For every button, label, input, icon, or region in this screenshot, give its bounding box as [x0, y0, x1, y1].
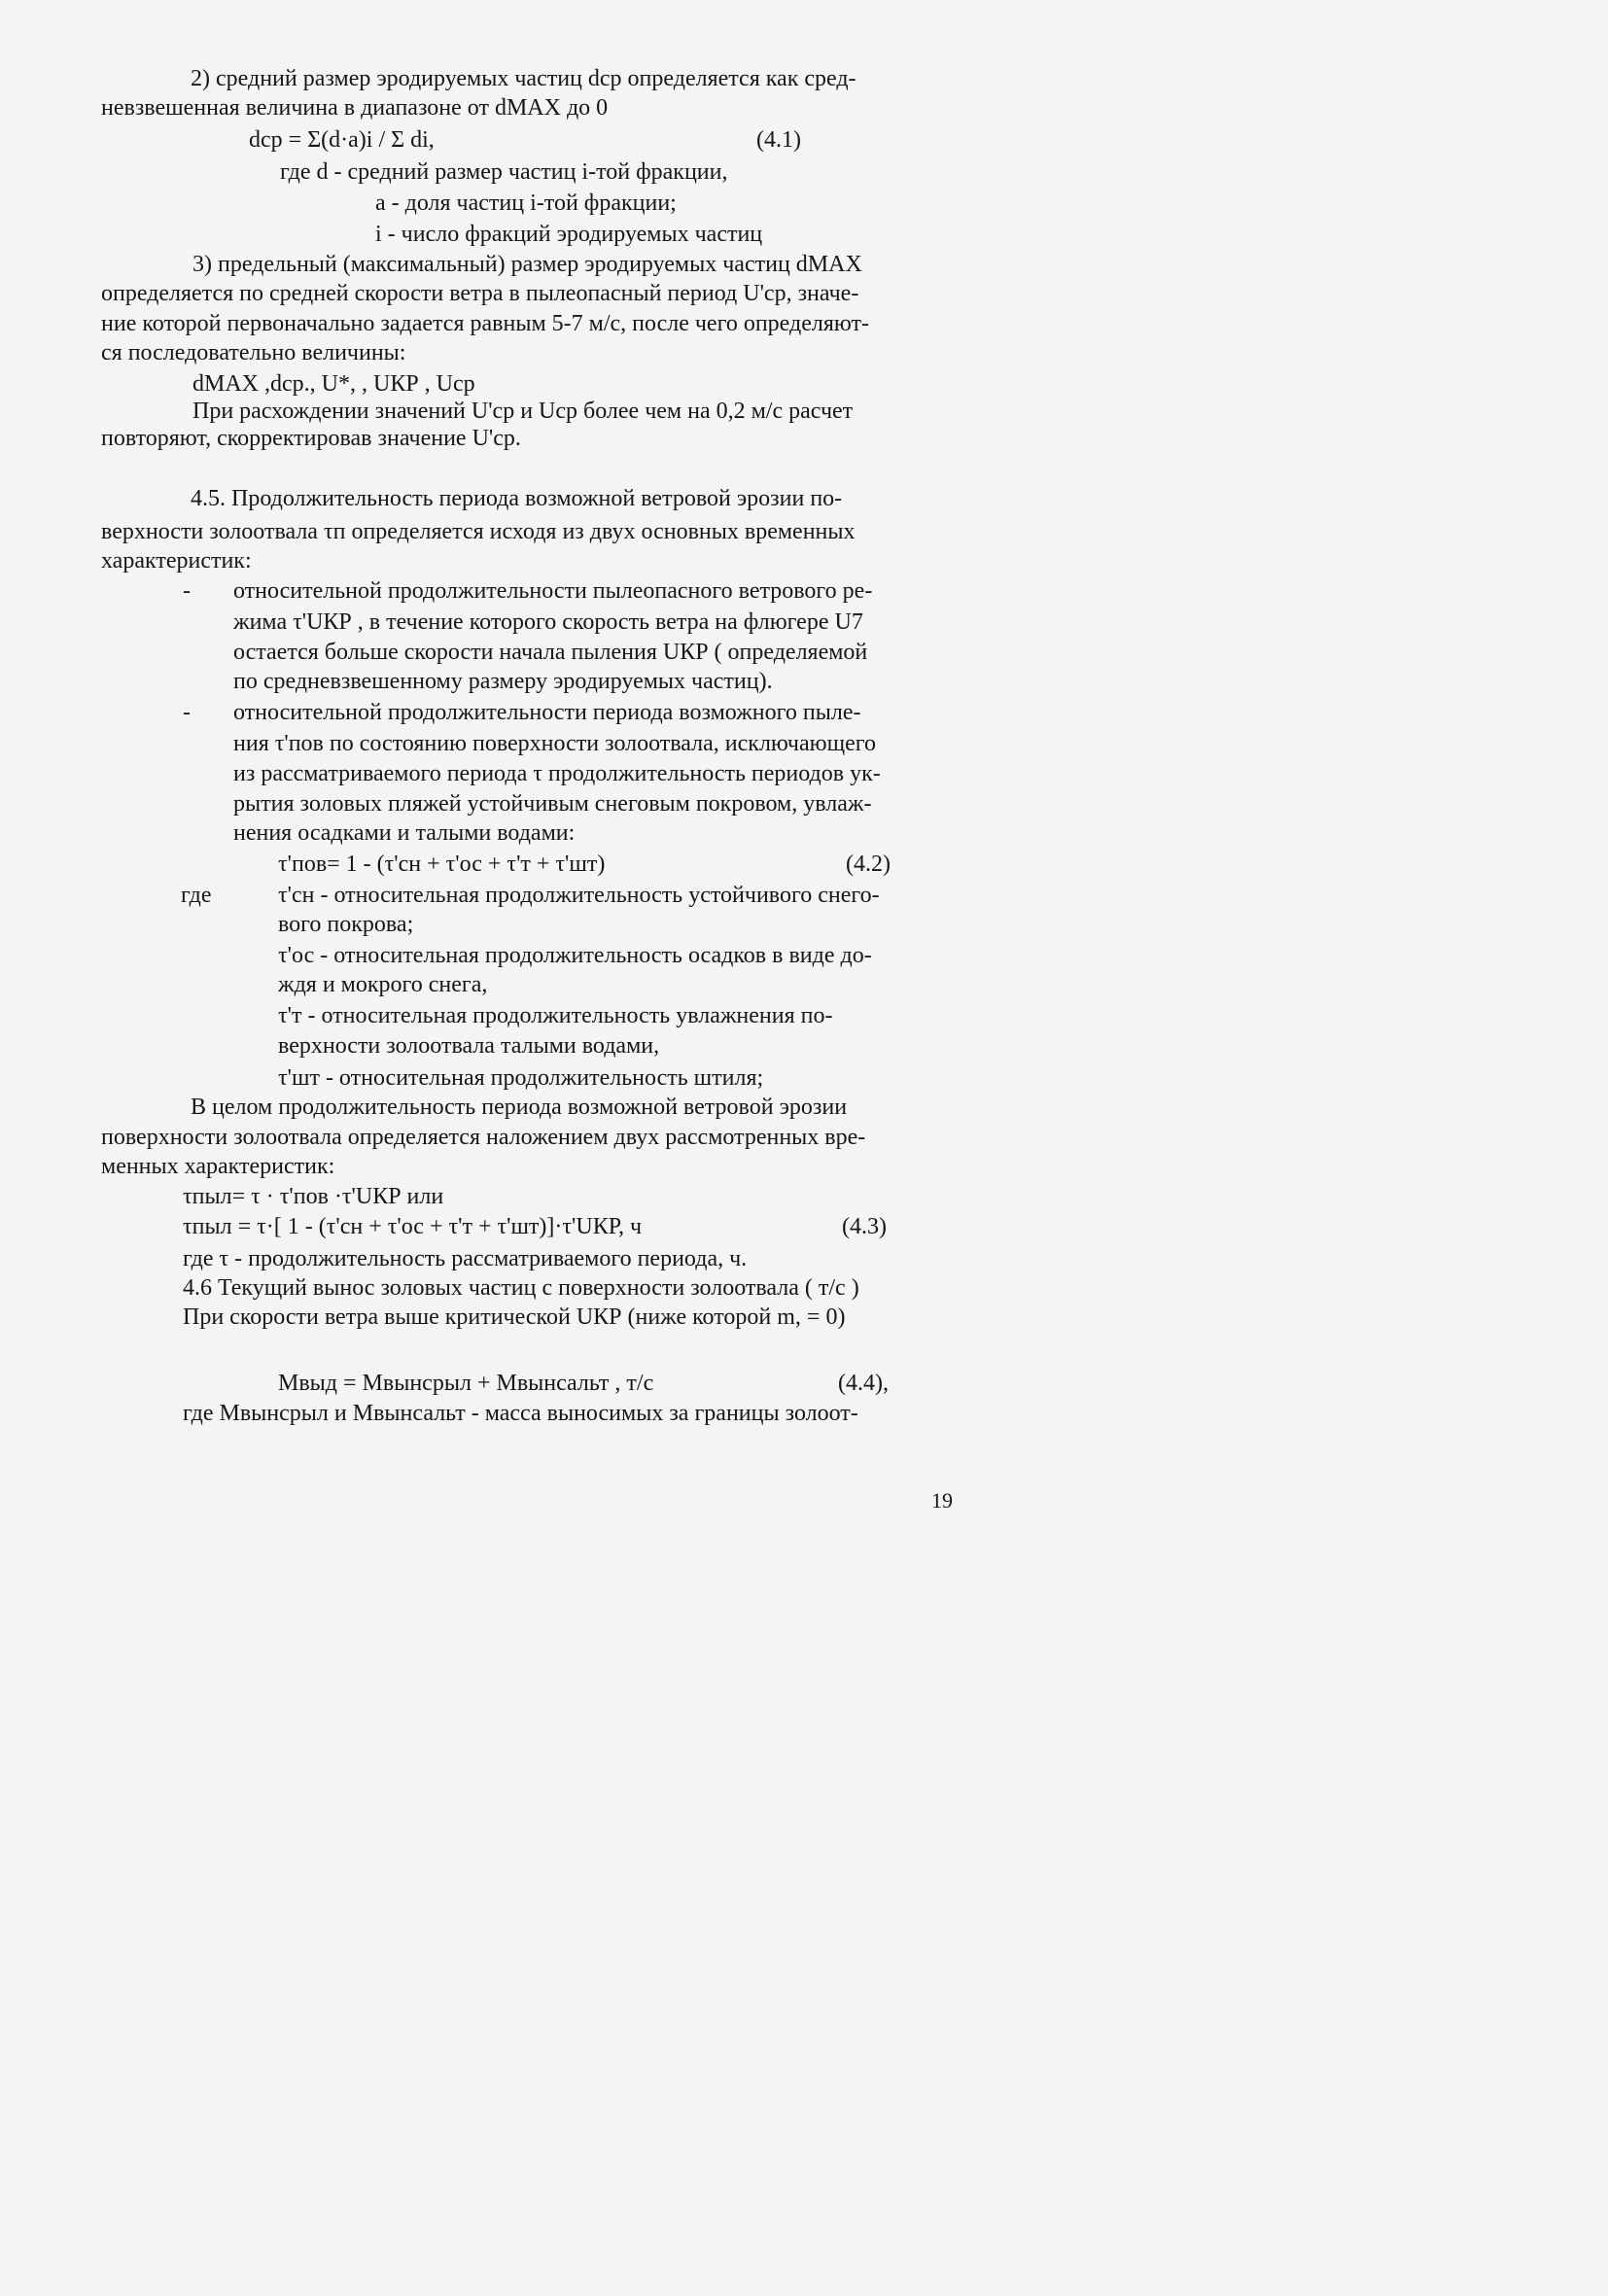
text-line: τпыл= τ · τ'пов ·τ'UКР или — [183, 1184, 444, 1209]
text-line: верхности золоотвала τп определяется исходя из двух основных временных — [101, 519, 856, 544]
text-line: верхности золоотвала талыми водами, — [278, 1033, 660, 1059]
text-line: менных характеристик: — [101, 1154, 335, 1179]
text-line: 4.5. Продолжительность периода возможной ветровой эрозии по- — [191, 486, 843, 511]
text-line: В целом продолжительность периода возможной ветровой эрозии — [191, 1095, 848, 1120]
text-line: вого покрова; — [278, 912, 414, 937]
text-line: невзвешенная величина в диапазоне от dMAX до 0 — [101, 95, 609, 121]
text-line: При скорости ветра выше критической UКР (ниже которой m, = 0) — [183, 1305, 846, 1330]
text-line: где τ - продолжительность рассматриваемого периода, ч. — [183, 1246, 748, 1271]
text-line: 2) средний размер эродируемых частиц dср определяется как сред- — [191, 66, 856, 91]
equation-number: (4.4), — [838, 1371, 889, 1396]
text-line: из рассматриваемого периода τ продолжительность периодов ук- — [233, 761, 881, 786]
text-line: τ'шт - относительная продолжительность штиля; — [278, 1065, 764, 1091]
text-line: 3) предельный (максимальный) размер эродируемых частиц dMAX — [192, 252, 862, 277]
text-line: dMAX ,dср., U*, , UКР , Uср — [192, 371, 475, 397]
equation-number: (4.1) — [756, 127, 801, 153]
text-line: повторяют, скорректировав значение U'ср. — [101, 426, 521, 451]
text-line: i - число фракций эродируемых частиц — [375, 222, 763, 247]
text-line: относительной продолжительности пылеопасного ветрового ре- — [233, 578, 873, 604]
text-line: τ'т - относительная продолжительность увлажнения по- — [278, 1003, 833, 1028]
text-line: относительной продолжительности периода возможного пыле- — [233, 700, 861, 725]
text-line: ние которой первоначально задается равным 5-7 м/с, после чего определяют- — [101, 311, 869, 336]
text-line: 4.6 Текущий вынос золовых частиц с поверхности золоотвала ( т/с ) — [183, 1275, 859, 1301]
text-line: поверхности золоотвала определяется наложением двух рассмотренных вре- — [101, 1125, 866, 1150]
text-line: по средневзвешенному размеру эродируемых частиц). — [233, 669, 773, 694]
text-line: dср = Σ(d·a)i / Σ di, — [249, 127, 435, 153]
text-line: τпыл = τ·[ 1 - (τ'сн + τ'ос + τ'т + τ'шт)]·τ'UКР, ч — [183, 1214, 643, 1239]
text-line: рытия золовых пляжей устойчивым снеговым покровом, увлаж- — [233, 791, 872, 817]
text-line: τ'ос - относительная продолжительность осадков в виде до- — [278, 943, 872, 968]
text-line: жима τ'UКР , в течение которого скорость ветра на флюгере U7 — [233, 609, 863, 635]
text-line: характеристик: — [101, 548, 252, 574]
text-line: τ'пов= 1 - (τ'сн + τ'ос + τ'т + τ'шт) — [278, 852, 606, 877]
text-line: Мвыд = Мвынсрыл + Мвынсальт , т/с — [278, 1371, 654, 1396]
text-line: При расхождении значений U'ср и Uср более чем на 0,2 м/с расчет — [192, 399, 854, 424]
text-line: где Мвынсрыл и Мвынсальт - масса выносимых за границы золоот- — [183, 1401, 858, 1426]
text-line: ния τ'пов по состоянию поверхности золоотвала, исключающего — [233, 731, 876, 756]
text-line: нения осадками и талыми водами: — [233, 820, 576, 846]
text-line: где — [181, 883, 212, 908]
text-line: τ'сн - относительная продолжительность устойчивого снего- — [278, 883, 880, 908]
page-number: 19 — [931, 1488, 953, 1513]
equation-number: (4.3) — [842, 1214, 887, 1239]
text-line: - — [183, 700, 191, 725]
text-line: остается больше скорости начала пыления UКР ( определяемой — [233, 640, 868, 665]
text-line: ся последовательно величины: — [101, 340, 406, 365]
document-page — [0, 0, 1074, 1530]
text-line: определяется по средней скорости ветра в пылеопасный период U'ср, значе- — [101, 281, 859, 306]
text-line: a - доля частиц i-той фракции; — [375, 191, 677, 216]
text-line: - — [183, 578, 191, 604]
text-line: где d - средний размер частиц i-той фракции, — [280, 159, 728, 185]
text-line: ждя и мокрого снега, — [278, 972, 488, 997]
equation-number: (4.2) — [846, 852, 891, 877]
